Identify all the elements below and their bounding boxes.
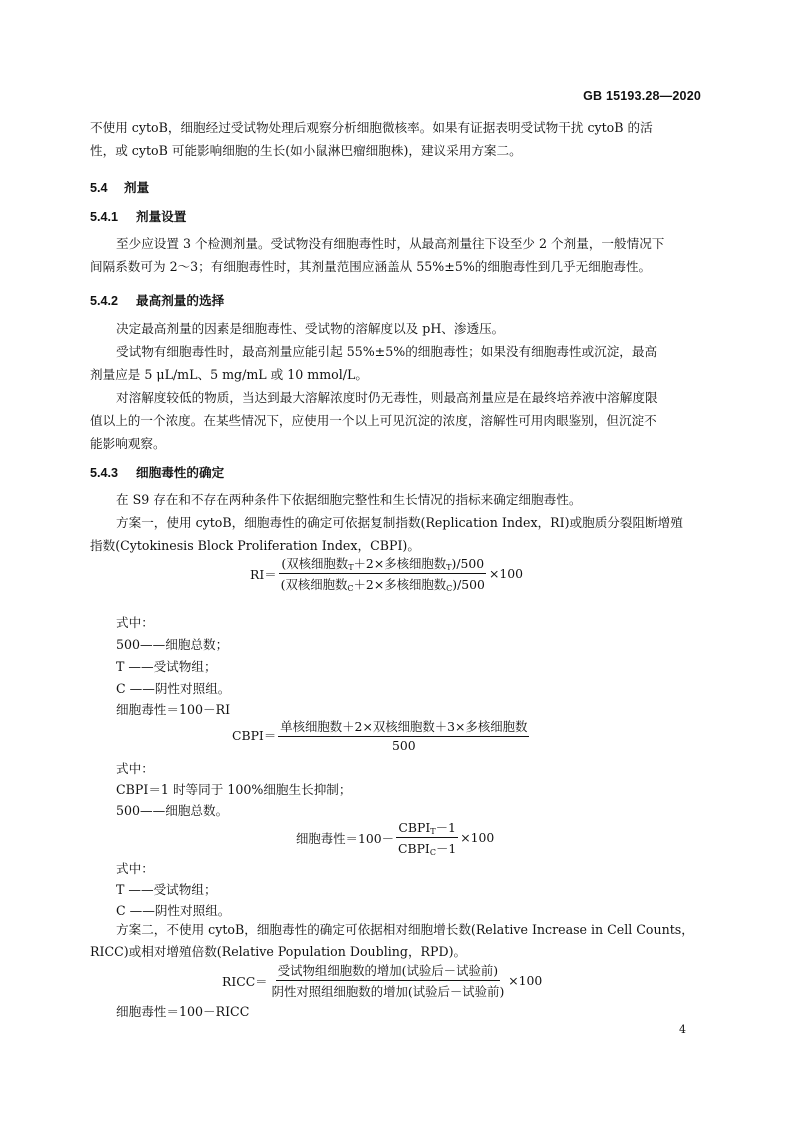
where-label-1: 式中： [116, 615, 154, 630]
definition-500-b: 500——细胞总数。 [116, 803, 229, 818]
section-5-4-3-heading [90, 462, 224, 481]
scheme-two-line-1: 方案二，不使用 cytoB，细胞毒性的确定可依据相对细胞增长数(Relative Increase in Cell Counts， [116, 922, 694, 937]
ricc-numerator: 受试物组细胞数的增加(试验后－试验前) [276, 961, 500, 981]
cbpi-equation [232, 717, 531, 753]
section-title: 最高剂量的选择 [136, 294, 225, 308]
scheme-one-line-1: 方案一，使用 cytoB，细胞毒性的确定可依据复制指数(Replication Index，RI)或胞质分裂阻断增殖 [116, 515, 683, 530]
cytotoxicity-cbpi-equation [296, 818, 494, 857]
section-5-4-2-heading [90, 290, 224, 309]
section-title: 细胞毒性的确定 [136, 466, 225, 480]
cytotoxicity-paragraph-1: 在 S9 存在和不存在两种条件下依据细胞完整性和生长情况的指标来确定细胞毒性。 [116, 492, 582, 507]
where-label-2: 式中： [116, 761, 154, 776]
cbpi-denominator: 500 [391, 738, 416, 753]
section-title: 剂量设置 [136, 210, 187, 224]
ri-rhs: ×100 [488, 566, 523, 581]
definition-c-b: C ——阴性对照组。 [116, 903, 231, 918]
definition-t: T ——受试物组； [116, 659, 217, 674]
max-dose-paragraph-3-line-1: 对溶解度较低的物质，当达到最大溶解浓度时仍无毒性，则最高剂量应是在最终培养液中溶解度限 [116, 390, 658, 405]
ricc-denominator: 阴性对照组细胞数的增加(试验后－试验前) [271, 984, 505, 999]
ricc-fraction [270, 961, 507, 1000]
ricc-equation [222, 961, 542, 1000]
ri-lhs: RI＝ [250, 566, 277, 582]
definition-t-b: T ——受试物组； [116, 882, 217, 897]
page-number: 4 [679, 1023, 686, 1036]
dose-setting-paragraph-line-2: 间隔系数可为 2～3；有细胞毒性时，其剂量范围应涵盖从 55%±5%的细胞毒性到几乎无细胞毒性。 [90, 259, 652, 274]
ricc-rhs: ×100 [508, 973, 543, 988]
max-dose-paragraph-2-line-1: 受试物有细胞毒性时，最高剂量应能引起 55%±5%的细胞毒性；如果没有细胞毒性或沉淀，最高 [116, 344, 658, 359]
cyto-cbpi-numerator: $CBPI_T-1$ [398, 820, 456, 836]
section-number: 5.4.2 [90, 294, 119, 308]
ri-denominator: (双核细胞数$_C$＋2×多核细胞数$_C$)/500 [280, 577, 485, 593]
definition-c: C ——阴性对照组。 [116, 681, 231, 696]
section-5-4-heading [90, 177, 149, 196]
ri-numerator: (双核细胞数$_T$＋2×多核细胞数$_T$)/500 [281, 556, 485, 572]
cbpi-fraction [278, 717, 529, 753]
definition-cbpi: CBPI＝1 时等同于 100%细胞生长抑制； [116, 782, 352, 797]
section-5-4-1-heading [90, 206, 186, 225]
standard-number-header: GB 15193.28—2020 [583, 89, 701, 103]
cyto-cbpi-fraction [396, 818, 458, 857]
definition-500: 500——细胞总数； [116, 637, 229, 652]
ricc-lhs: RICC＝ [222, 973, 268, 989]
section-number: 5.4.3 [90, 466, 119, 480]
cyto-cbpi-denominator: $CBPI_C-1$ [398, 841, 457, 857]
intro-paragraph-line-1: 不使用 cytoB，细胞经过受试物处理后观察分析细胞微核率。如果有证据表明受试物干扰 cytoB 的活 [90, 120, 653, 135]
scheme-two-line-2: RICC)或相对增殖倍数(Relative Population Doubling，RPD)。 [90, 944, 467, 959]
cbpi-lhs: CBPI＝ [232, 728, 277, 743]
cytotoxicity-ricc-formula: 细胞毒性＝100－RICC [116, 1004, 250, 1019]
max-dose-paragraph-2-line-2: 剂量应是 5 μL/mL、5 mg/mL 或 10 mmol/L。 [90, 367, 368, 382]
dose-setting-paragraph-line-1: 至少应设置 3 个检测剂量。受试物没有细胞毒性时，从最高剂量往下设至少 2 个剂量，一般情况下 [116, 236, 665, 251]
max-dose-paragraph-3-line-3: 能影响观察。 [90, 436, 166, 451]
cyto-cbpi-lhs: 细胞毒性＝100－ [296, 830, 394, 846]
intro-paragraph-line-2: 性，或 cytoB 可能影响细胞的生长(如小鼠淋巴瘤细胞株)，建议采用方案二。 [90, 143, 522, 158]
max-dose-paragraph-1: 决定最高剂量的因素是细胞毒性、受试物的溶解度以及 pH、渗透压。 [116, 321, 505, 336]
max-dose-paragraph-3-line-2: 值以上的一个浓度。在某些情况下，应使用一个以上可见沉淀的浓度，溶解性可用肉眼鉴别，但沉淀不 [90, 413, 657, 428]
cytotoxicity-ri-formula: 细胞毒性＝100－RI [116, 702, 231, 717]
cbpi-numerator: 单核细胞数＋2×双核细胞数＋3×多核细胞数 [278, 717, 529, 737]
cyto-cbpi-rhs: ×100 [460, 830, 495, 845]
section-title: 剂量 [124, 181, 150, 195]
ri-equation [250, 554, 523, 593]
ri-fraction [279, 554, 487, 593]
scheme-one-line-2: 指数(Cytokinesis Block Proliferation Index，CBPI)。 [90, 538, 420, 553]
section-number: 5.4 [90, 181, 108, 195]
where-label-3: 式中： [116, 861, 154, 876]
section-number: 5.4.1 [90, 210, 119, 224]
